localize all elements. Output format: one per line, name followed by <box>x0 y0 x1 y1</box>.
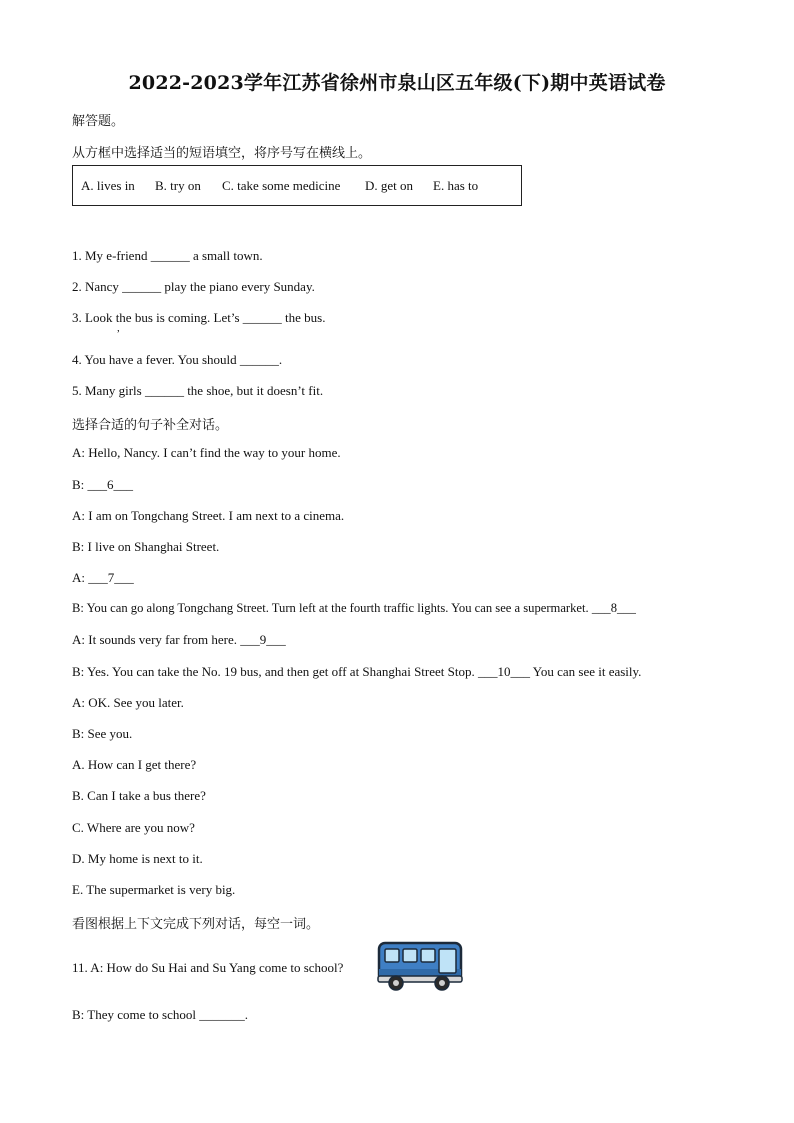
choice-c: C. Where are you now? <box>72 820 195 835</box>
option-c: C. take some medicine <box>222 178 341 193</box>
stray-comma: , <box>117 322 120 334</box>
option-a: A. lives in <box>81 178 135 193</box>
dialogue-line-5: A: ___7___ <box>72 570 134 585</box>
choice-b: B. Can I take a bus there? <box>72 788 206 803</box>
question-3: 3. Look the bus is coming. Let’s ______ the bus. <box>72 310 326 325</box>
question-1: 1. My e-friend ______ a small town. <box>72 248 263 263</box>
options-box <box>72 165 522 206</box>
section-label: 解答题。 <box>72 114 125 129</box>
question-11-b: B: They come to school _______. <box>72 1007 248 1022</box>
dialogue-line-4: B: I live on Shanghai Street. <box>72 539 220 554</box>
option-d: D. get on <box>365 178 414 193</box>
choice-d: D. My home is next to it. <box>72 851 203 866</box>
blank-10: ___10___ <box>477 664 530 679</box>
dialogue-line-3: A: I am on Tongchang Street. I am next to a cinema. <box>72 508 345 523</box>
dialogue-line-7: A: It sounds very far from here. ___9___ <box>72 632 286 647</box>
page-title: 2022-2023学年江苏省徐州市泉山区五年级(下)期中英语试卷 <box>128 72 666 94</box>
choice-e: E. The supermarket is very big. <box>72 882 236 897</box>
blank-8: ___8___ <box>591 601 636 615</box>
dialogue-line-6: B: You can go along Tongchang Street. Turn left at the fourth traffic lights. You can see a supermarket. ___8___ <box>72 601 636 615</box>
question-5: 5. Many girls ______ the shoe, but it doesn’t fit. <box>72 383 324 398</box>
dialogue-line-10: B: See you. <box>72 726 133 741</box>
question-11-a: 11. A: How do Su Hai and Su Yang come to school? <box>72 960 344 975</box>
option-e: E. has to <box>433 178 479 193</box>
dialogue-line-9: A: OK. See you later. <box>72 695 184 710</box>
blank-7: ___7___ <box>88 570 134 585</box>
bus-icon <box>376 939 464 994</box>
blank-9: ___9___ <box>240 632 286 647</box>
part3-instruction: 看图根据上下文完成下列对话，每空一词。 <box>72 917 320 932</box>
part1-instruction: 从方框中选择适当的短语填空，将序号写在横线上。 <box>72 146 372 161</box>
dialogue-line-2: B: ___6___ <box>72 477 134 492</box>
option-b: B. try on <box>155 178 201 193</box>
blank-6: ___6___ <box>87 477 134 492</box>
question-4: 4. You have a fever. You should ______. <box>72 352 283 367</box>
choice-a: A. How can I get there? <box>72 757 197 772</box>
dialogue-line-1: A: Hello, Nancy. I can’t find the way to your home. <box>72 445 341 460</box>
question-2: 2. Nancy ______ play the piano every Sunday. <box>72 279 315 294</box>
dialogue-line-8: B: Yes. You can take the No. 19 bus, and then get off at Shanghai Street Stop. ___10___ You can see it easily. <box>72 664 642 679</box>
part2-instruction: 选择合适的句子补全对话。 <box>72 418 229 433</box>
